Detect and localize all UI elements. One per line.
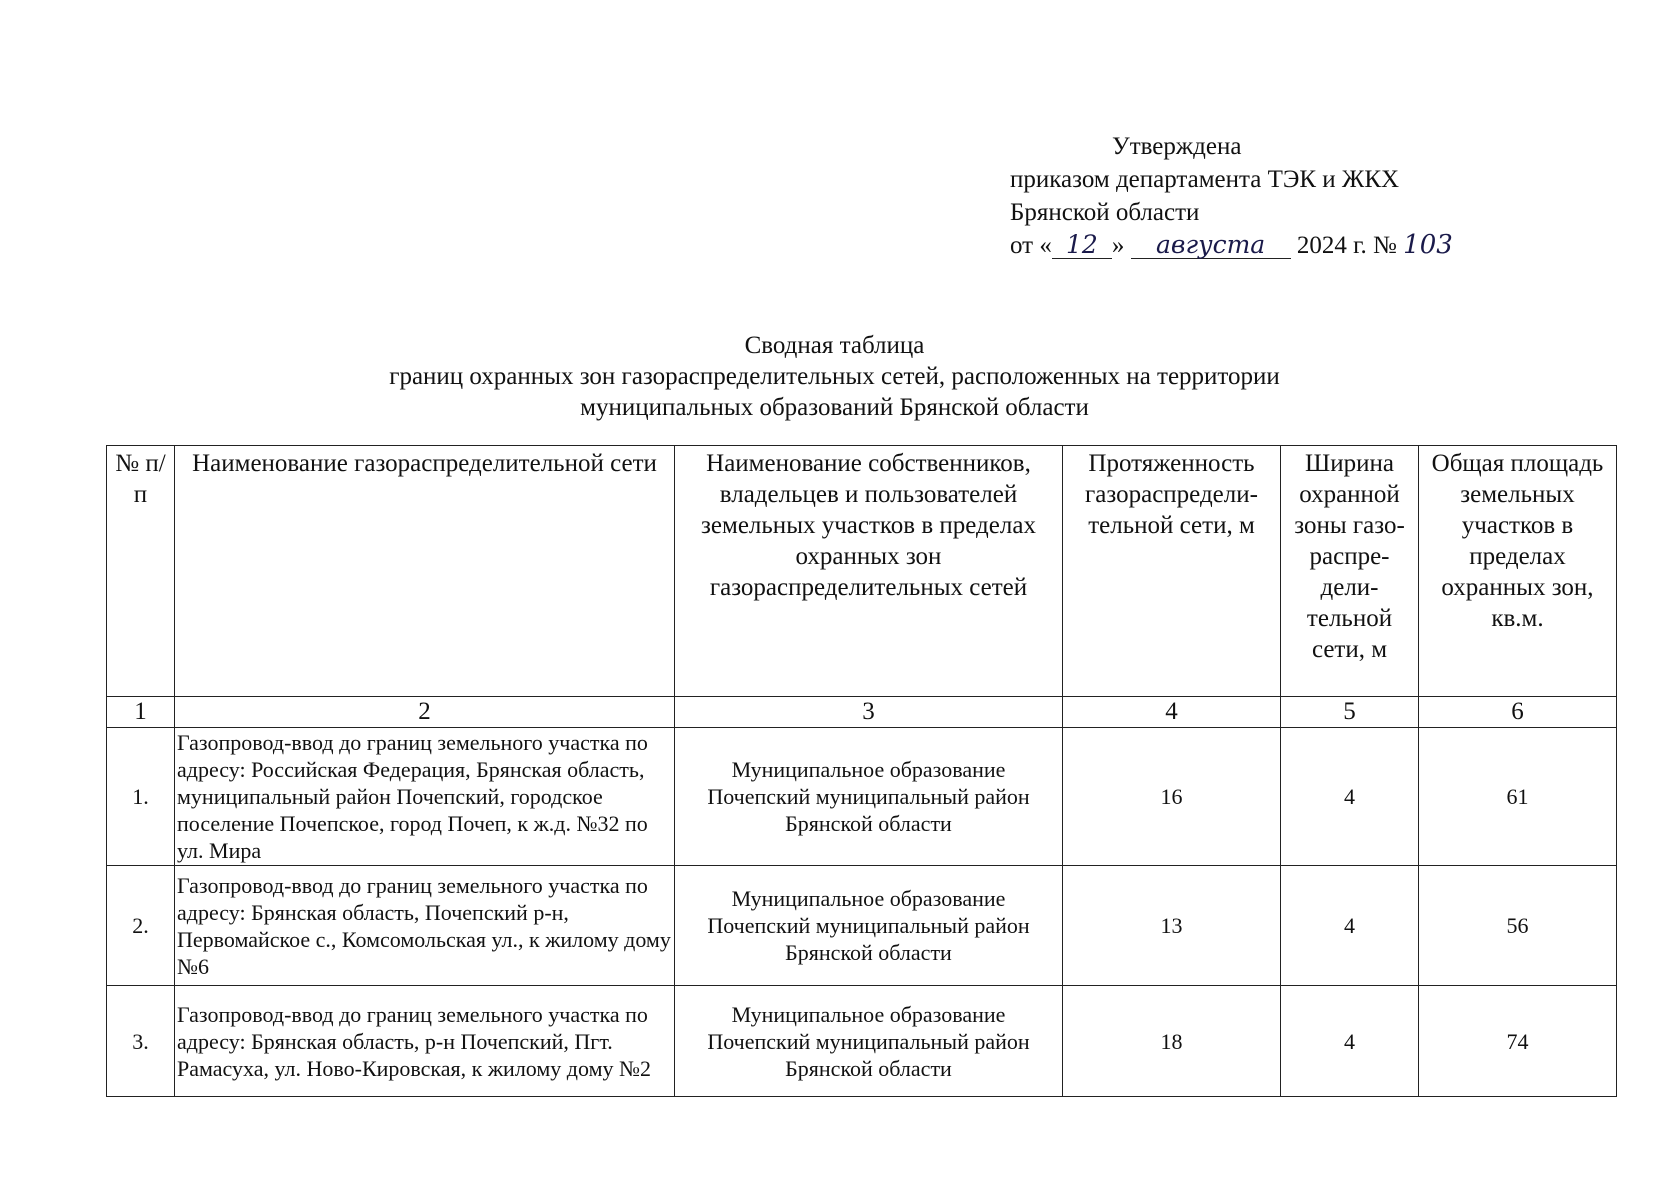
row-owner: Муниципальное образование Почепский муниципальный район Брянской области [675, 866, 1063, 986]
row-owner: Муниципальное образование Почепский муниципальный район Брянской области [675, 728, 1063, 866]
row-area: 56 [1419, 866, 1617, 986]
table-header-row [107, 446, 1617, 697]
row-zone-width: 4 [1281, 728, 1419, 866]
table-row [107, 866, 1617, 986]
header-cell-total-area: Общая площадь земельных участков в пределах охранных зон, кв.м. [1419, 446, 1617, 697]
date-from-label: от « [1010, 232, 1052, 259]
row-network-name: Газопровод-ввод до границ земельного участка по адресу: Брянская область, Почепский р-н, Первомайское с., Комсомольская ул., к жилому дому №6 [175, 866, 675, 986]
order-number: 103 [1403, 230, 1453, 260]
column-number: 3 [675, 697, 1063, 728]
row-network-name: Газопровод-ввод до границ земельного участка по адресу: Российская Федерация, Брянская область, муниципальный район Почепский, городское поселение Почепское, город Почеп, к ж.д. №32 по ул. Мира [175, 728, 675, 866]
row-area: 61 [1419, 728, 1617, 866]
header-cell-zone-width: Ширина охранной зоны газо-распре-дели-тельной сети, м [1281, 446, 1419, 697]
title-line-2: границ охранных зон газораспределительных сетей, расположенных на территории [389, 363, 1280, 390]
approval-region-line: Брянской области [1010, 199, 1200, 226]
row-length: 18 [1063, 986, 1281, 1097]
row-length: 16 [1063, 728, 1281, 866]
header-cell-length: Протяженность газораспредели-тельной сети, м [1063, 446, 1281, 697]
column-number: 1 [107, 697, 175, 728]
column-number: 4 [1063, 697, 1281, 728]
header-cell-owners: Наименование собственников, владельцев и пользователей земельных участков в пределах охранных зон газораспределительных сетей [675, 446, 1063, 697]
row-number: 2. [107, 866, 175, 986]
date-year: 2024 г. [1296, 232, 1367, 259]
column-number: 5 [1281, 697, 1419, 728]
header-cell-network-name: Наименование газораспределительной сети [175, 446, 675, 697]
table-row [107, 986, 1617, 1097]
date-close-quote: » [1111, 232, 1125, 259]
row-length: 13 [1063, 866, 1281, 986]
date-month: августа [1131, 232, 1291, 259]
row-zone-width: 4 [1281, 866, 1419, 986]
approval-order-line: приказом департамента ТЭК и ЖКХ [1010, 166, 1400, 193]
approval-date-line [1010, 229, 1473, 262]
title-line-3: муниципальных образований Брянской области [580, 394, 1089, 421]
table-row [107, 728, 1617, 866]
approval-title: Утверждена [1112, 133, 1242, 160]
column-number-row [107, 697, 1617, 728]
row-area: 74 [1419, 986, 1617, 1097]
row-owner: Муниципальное образование Почепский муниципальный район Брянской области [675, 986, 1063, 1097]
row-zone-width: 4 [1281, 986, 1419, 1097]
column-number: 6 [1419, 697, 1617, 728]
row-number: 3. [107, 986, 175, 1097]
row-number: 1. [107, 728, 175, 866]
date-day: 12 [1052, 232, 1112, 259]
title-line-1: Сводная таблица [744, 332, 925, 359]
number-label: № [1373, 232, 1397, 259]
document-title [0, 330, 1669, 423]
header-cell-num: № п/п [107, 446, 175, 697]
summary-table [106, 445, 1617, 1097]
approval-block [1010, 130, 1473, 262]
row-network-name: Газопровод-ввод до границ земельного участка по адресу: Брянская область, р-н Почепский, Пгт. Рамасуха, ул. Ново-Кировская, к жилому дому №2 [175, 986, 675, 1097]
column-number: 2 [175, 697, 675, 728]
